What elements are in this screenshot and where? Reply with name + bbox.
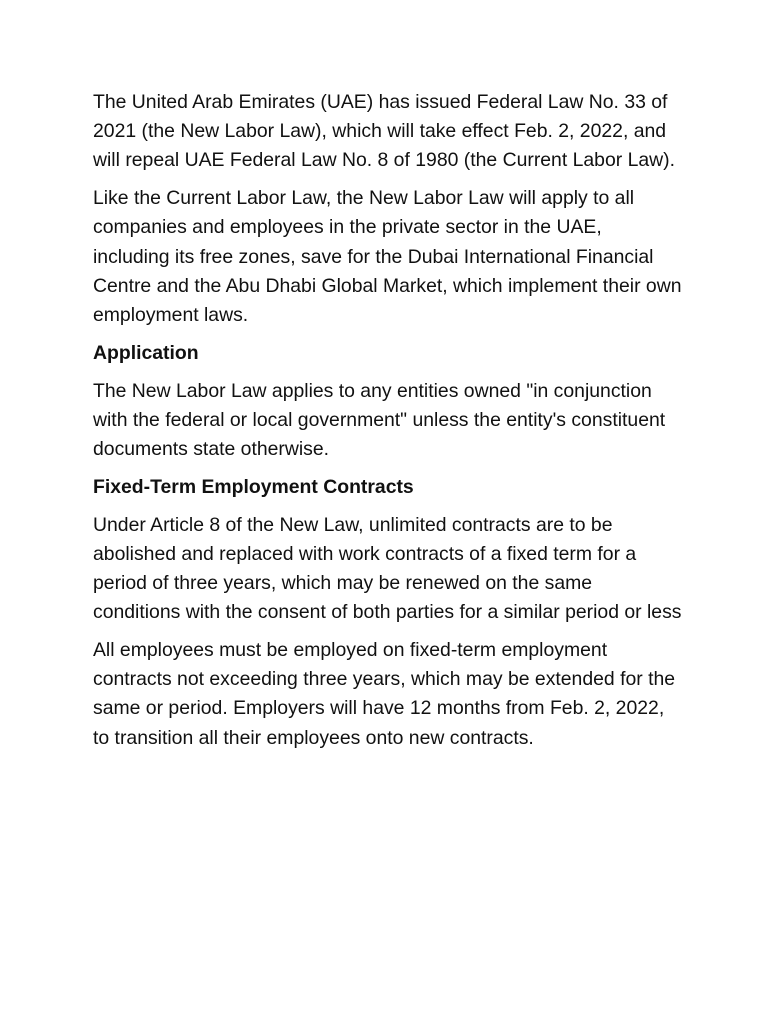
document-body xyxy=(93,88,683,761)
application-paragraph: The New Labor Law applies to any entities owned "in conjunction with the federal or local government" unless the entity's constituent documents state otherwise. xyxy=(93,379,666,461)
fixed-term-heading: Fixed-Term Employment Contracts xyxy=(93,475,414,498)
intro-paragraph: The United Arab Emirates (UAE) has issued Federal Law No. 33 of 2021 (the New Labor Law), which will take effect Feb. 2, 2022, and will repeal UAE Federal Law No. 8 of 1980 (the Current Labor Law). xyxy=(93,91,676,172)
article-8-paragraph: Under Article 8 of the New Law, unlimited contracts are to be abolished and replaced with work contracts of a fixed term for a period of three years, which may be renewed on the same conditions with the consent of both parties for a similar period or less xyxy=(93,513,682,624)
scope-paragraph: Like the Current Labor Law, the New Labor Law will apply to all companies and employees in the private sector in the UAE, including its free zones, save for the Dubai International Financial Centre and the Abu Dhabi Global Market, which implement their own employment laws. xyxy=(93,187,682,327)
application-heading: Application xyxy=(93,341,199,364)
transition-paragraph: All employees must be employed on fixed-term employment contracts not exceeding three years, which may be extended for the same or period. Employers will have 12 months from Feb. 2, 2022, to transition all their employees onto new contracts. xyxy=(93,639,676,749)
